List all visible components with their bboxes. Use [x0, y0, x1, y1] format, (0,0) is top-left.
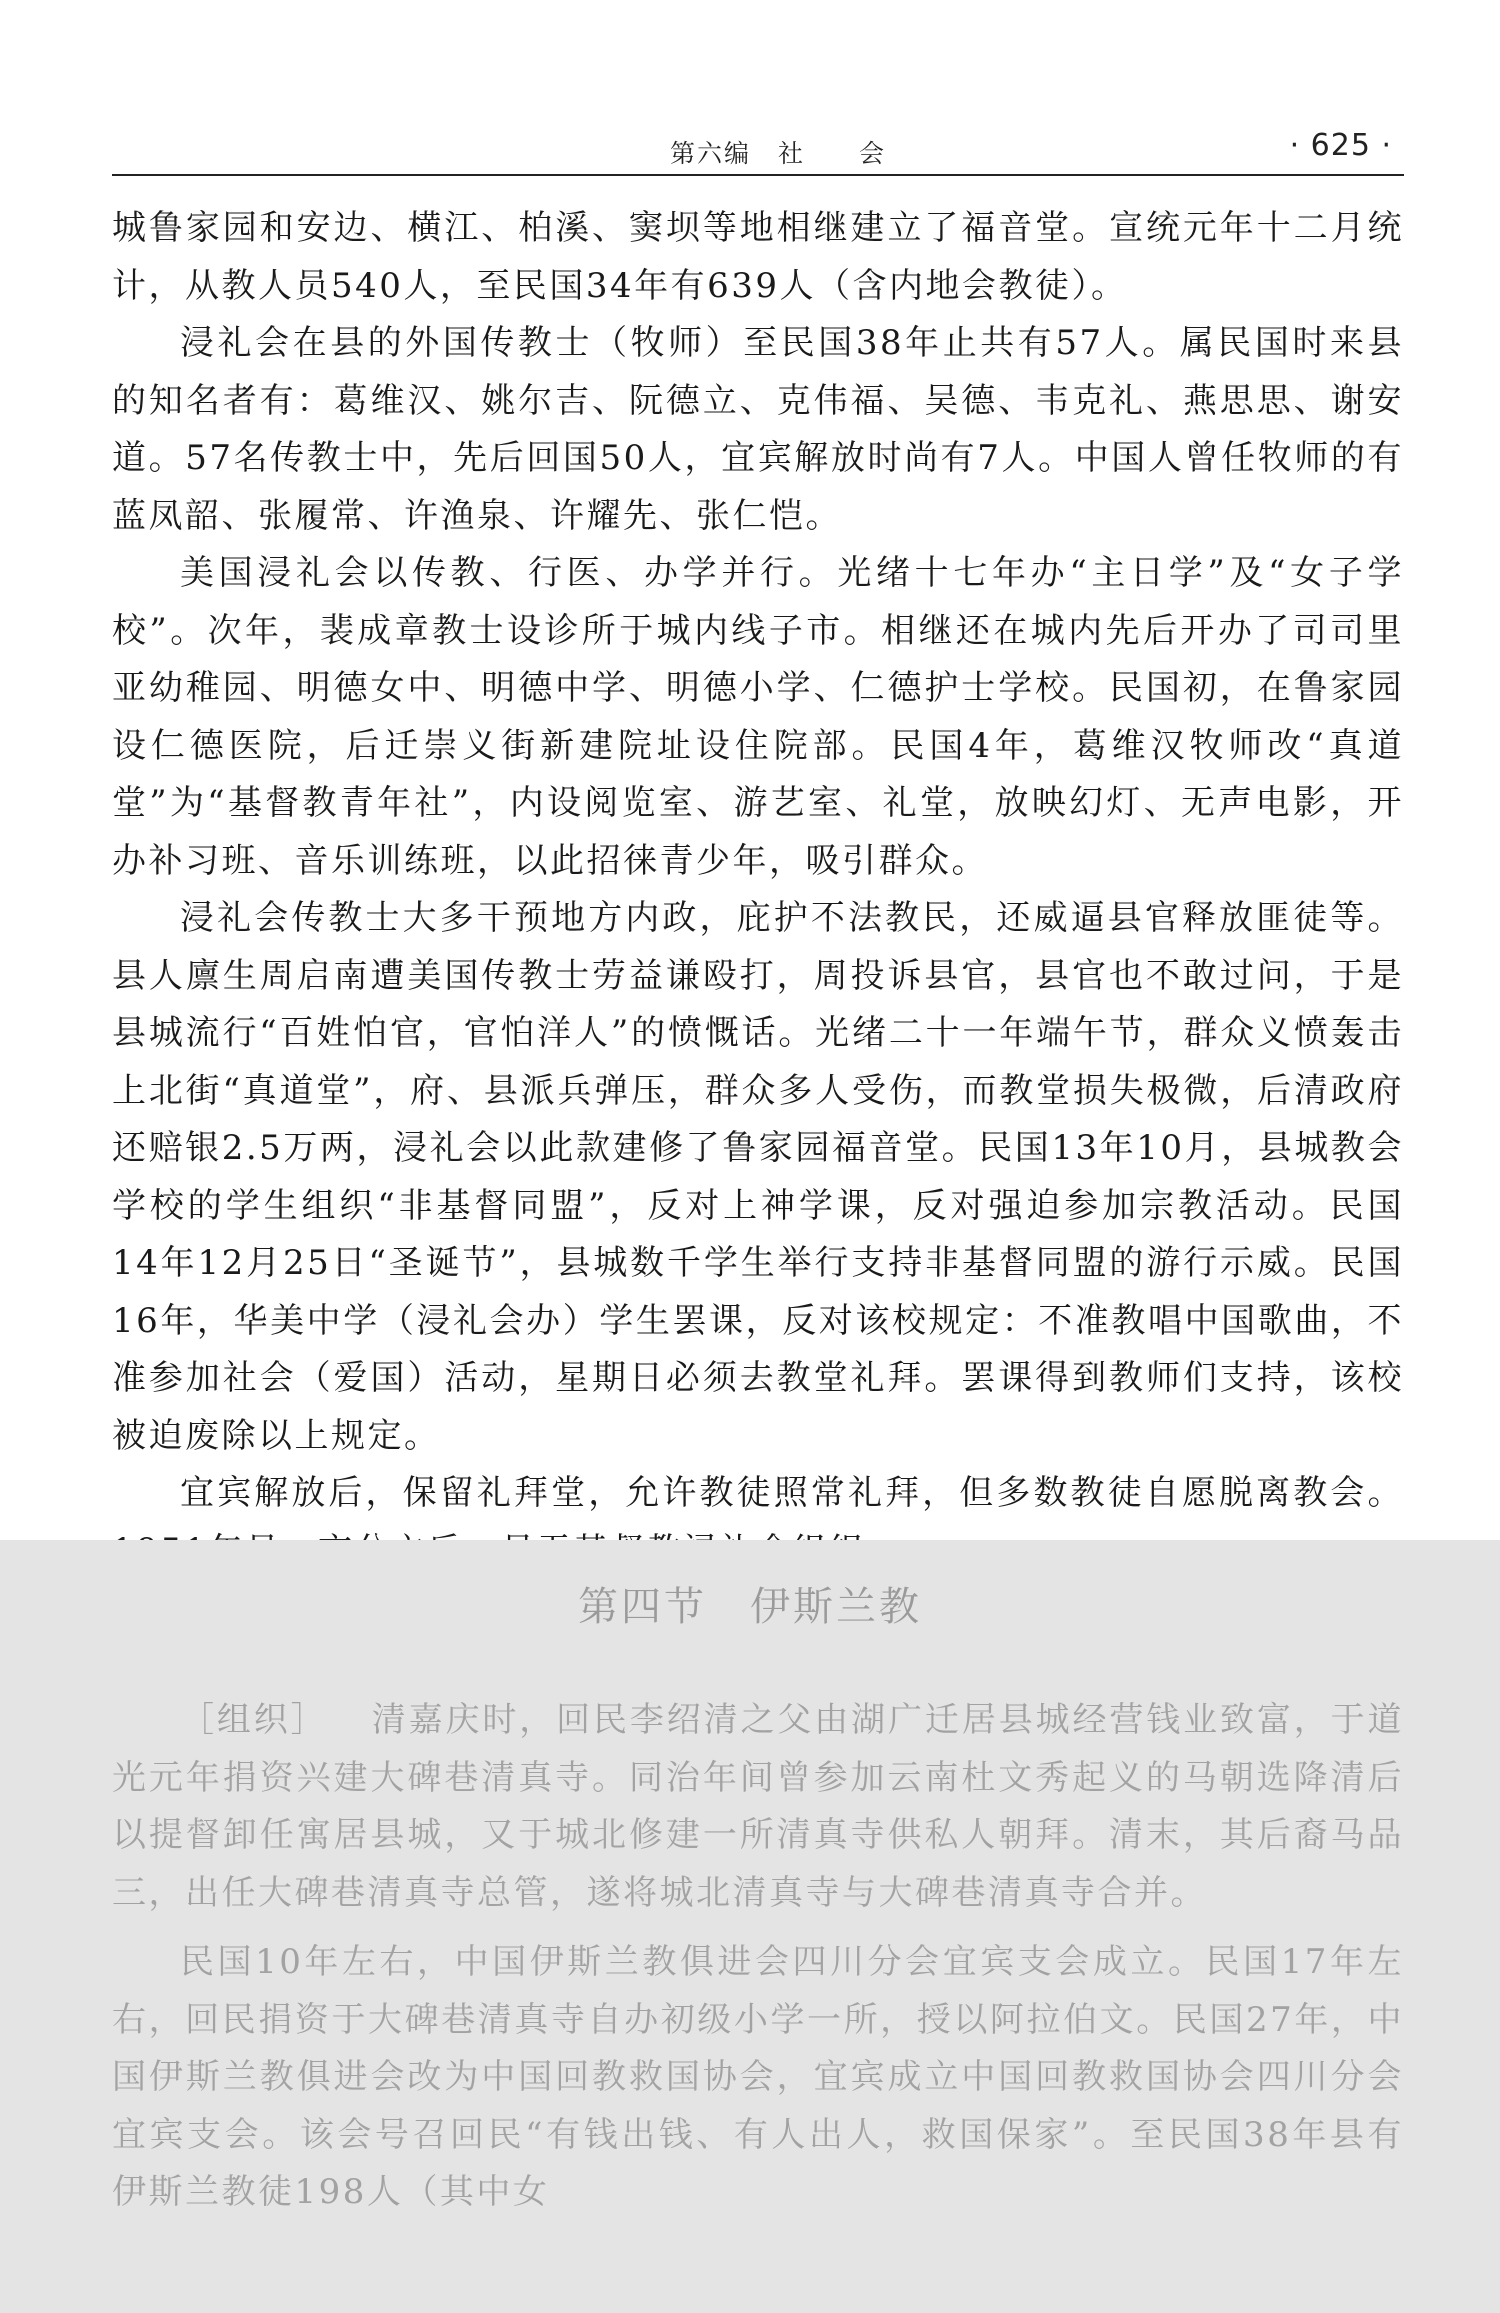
body-text: [112, 200, 1404, 1580]
section-paragraph: 民国10年左右，中国伊斯兰教俱进会四川分会宜宾支会成立。民国17年左右，回民捐资于大碑巷清真寺自办初级小学一所，授以阿拉伯文。民国27年，中国伊斯兰教俱进会改为中国回教救国协会，宜宾成立中国回教救国协会四川分会宜宾支会。该会号召回民“有钱出钱、有人出人，救国保家”。至民国38年县有伊斯兰教徒198人（其中女: [112, 1942, 1404, 2212]
page-number: · 625 ·: [1289, 128, 1392, 163]
page-header: [112, 118, 1404, 176]
section-label: ［组织］: [180, 1700, 328, 1740]
section-paragraph-text: 清嘉庆时，回民李绍清之父由湖广迁居县城经营钱业致富，于道光元年捐资兴建大碑巷清真寺。同治年间曾参加云南杜文秀起义的马朝选降清后以提督卸任寓居县城，又于城北修建一所清真寺供私人朝拜。清末，其后裔马品三，出任大碑巷清真寺总管，遂将城北清真寺与大碑巷清真寺合并。: [112, 1700, 1405, 1913]
section-heading: 第四节 伊斯兰教: [578, 1584, 922, 1630]
paragraph: 浸礼会传教士大多干预地方内政，庇护不法教民，还威逼县官释放匪徒等。县人廪生周启南遭美国传教士劳益谦殴打，周投诉县官，县官也不敢过问，于是县城流行“百姓怕官，官怕洋人”的愤慨话。光绪二十一年端午节，群众义愤轰击上北街“真道堂”，府、县派兵弹压，群众多人受伤，而教堂损失极微，后清政府还赔银2.5万两，浸礼会以此款建修了鲁家园福音堂。民国13年10月，县城教会学校的学生组织“非基督同盟”，反对上神学课，反对强迫参加宗教活动。民国14年12月25日“圣诞节”，县城数千学生举行支持非基督同盟的游行示威。民国16年，华美中学（浸礼会办）学生罢课，反对该校规定：不准教唱中国歌曲，不准参加社会（爱国）活动，星期日必须去教堂礼拜。罢课得到教师们支持，该校被迫废除以上规定。: [112, 898, 1404, 1456]
paragraph: 宜宾解放后，保留礼拜堂，允许教徒照常礼拜，但多数教徒自愿脱离教会。: [180, 1473, 1404, 1513]
running-title: 第六编 社 会: [670, 139, 887, 168]
paragraph: 美国浸礼会以传教、行医、办学并行。光绪十七年办“主日学”及“女子学校”。次年，裴成章教士设诊所于城内线子市。相继还在城内先后开办了司司里亚幼稚园、明德女中、明德中学、明德小学、仁德护士学校。民国初，在鲁家园设仁德医院，后迁崇义街新建院址设住院部。民国4年，葛维汉牧师改“真道堂”为“基督教青年社”，内设阅览室、游艺室、礼堂，放映幻灯、无声电影，开办补习班、音乐训练班，以此招徕青少年，吸引群众。: [112, 553, 1404, 881]
paragraph: 城鲁家园和安边、横江、柏溪、窦坝等地相继建立了福音堂。宣统元年十二月统计，从教人员540人，至民国34年有639人（含内地会教徒）。: [112, 208, 1404, 306]
paragraph: 浸礼会在县的外国传教士（牧师）至民国38年止共有57人。属民国时来县的知名者有：葛维汉、姚尔吉、阮德立、克伟福、吴德、韦克礼、燕思思、谢安道。57名传教士中，先后回国50人，宜宾解放时尚有7人。中国人曾任牧师的有蓝凤韶、张履常、许渔泉、许耀先、张仁恺。: [112, 323, 1404, 536]
section-paragraph: [112, 1692, 1404, 1922]
section-text: [112, 1692, 1404, 2222]
